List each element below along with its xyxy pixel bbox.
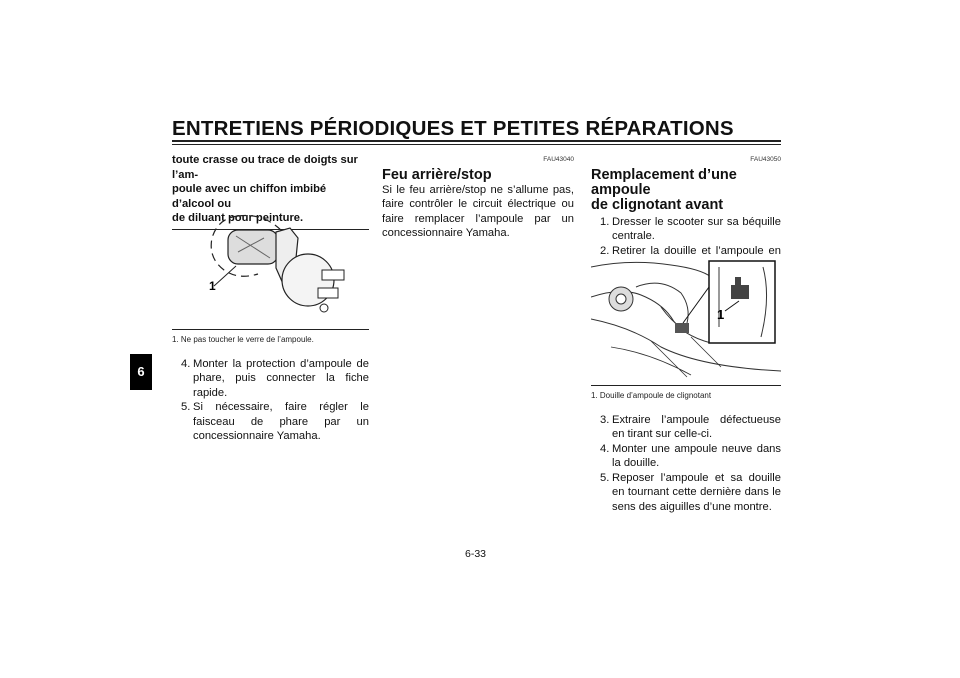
figure-caption: 1. Ne pas toucher le verre de l’ampoule. — [172, 329, 369, 348]
step-number: 1. — [600, 215, 610, 228]
column-3-lower — [591, 385, 781, 514]
figure-label: 1 — [209, 279, 216, 293]
list-item — [591, 413, 781, 442]
step-text: Retirer la douille et l’ampoule en — [612, 244, 781, 257]
page-title: ENTRETIENS PÉRIODIQUES ET PETITES RÉPARATIONS — [172, 117, 734, 140]
list-item — [591, 215, 781, 244]
steps-list — [591, 413, 781, 515]
list-item — [172, 400, 369, 444]
column-1-lower — [172, 329, 369, 444]
list-item — [172, 357, 369, 401]
step-number: 5. — [600, 471, 610, 484]
title-rule — [172, 140, 781, 142]
turn-signal-illustration — [591, 257, 781, 380]
steps-list — [172, 357, 369, 444]
list-item — [591, 442, 781, 471]
step-text: Extraire l’ampoule défectueuse en tirant sur celle-ci. — [612, 413, 781, 440]
warning-line: poule avec un chiffon imbibé d’alcool ou — [172, 183, 327, 210]
step-text: Monter une ampoule neuve dans la douille. — [612, 442, 781, 469]
step-text: Reposer l’ampoule et sa douille en tournant cette dernière dans le sens des aiguilles d’une montre. — [612, 471, 781, 513]
section-heading — [591, 168, 781, 213]
figure-label: 1 — [717, 307, 725, 322]
section-body: Si le feu arrière/stop ne s’allume pas, faire contrôler le circuit électrique ou faire remplacer l’ampoule par un concessionnaire Yamaha. — [382, 183, 574, 239]
section-heading: Feu arrière/stop — [382, 166, 492, 183]
title-rule-thin — [172, 144, 781, 145]
step-number: 4. — [181, 357, 191, 370]
step-text: Monter la protection d’ampoule de phare, puis connecter la fiche rapide. — [193, 357, 369, 399]
heading-line: de clignotant avant — [591, 196, 724, 213]
step-number: 4. — [600, 442, 610, 455]
step-number: 3. — [600, 413, 610, 426]
step-number: 2. — [600, 244, 610, 257]
section-code: FAU43040 — [543, 156, 574, 163]
column-2 — [382, 153, 574, 241]
list-item — [591, 471, 781, 515]
page-number: 6-33 — [465, 548, 487, 560]
chapter-tab: 6 — [130, 354, 152, 390]
step-text: Dresser le scooter sur sa béquille centrale. — [612, 215, 781, 242]
warning-line: de diluant pour peinture. — [172, 212, 304, 224]
section-code: FAU43050 — [750, 156, 781, 163]
step-number: 5. — [181, 401, 191, 413]
step-text: Si nécessaire, faire régler le faisceau de phare par un concessionnaire Yamaha. — [193, 401, 369, 442]
warning-line: toute crasse ou trace de doigts sur l’am- — [172, 154, 358, 181]
headlight-bulb-illustration — [198, 208, 358, 318]
heading-line: Remplacement d’une ampoule — [591, 166, 737, 198]
figure-caption: 1. Douille d’ampoule de clignotant — [591, 385, 781, 404]
